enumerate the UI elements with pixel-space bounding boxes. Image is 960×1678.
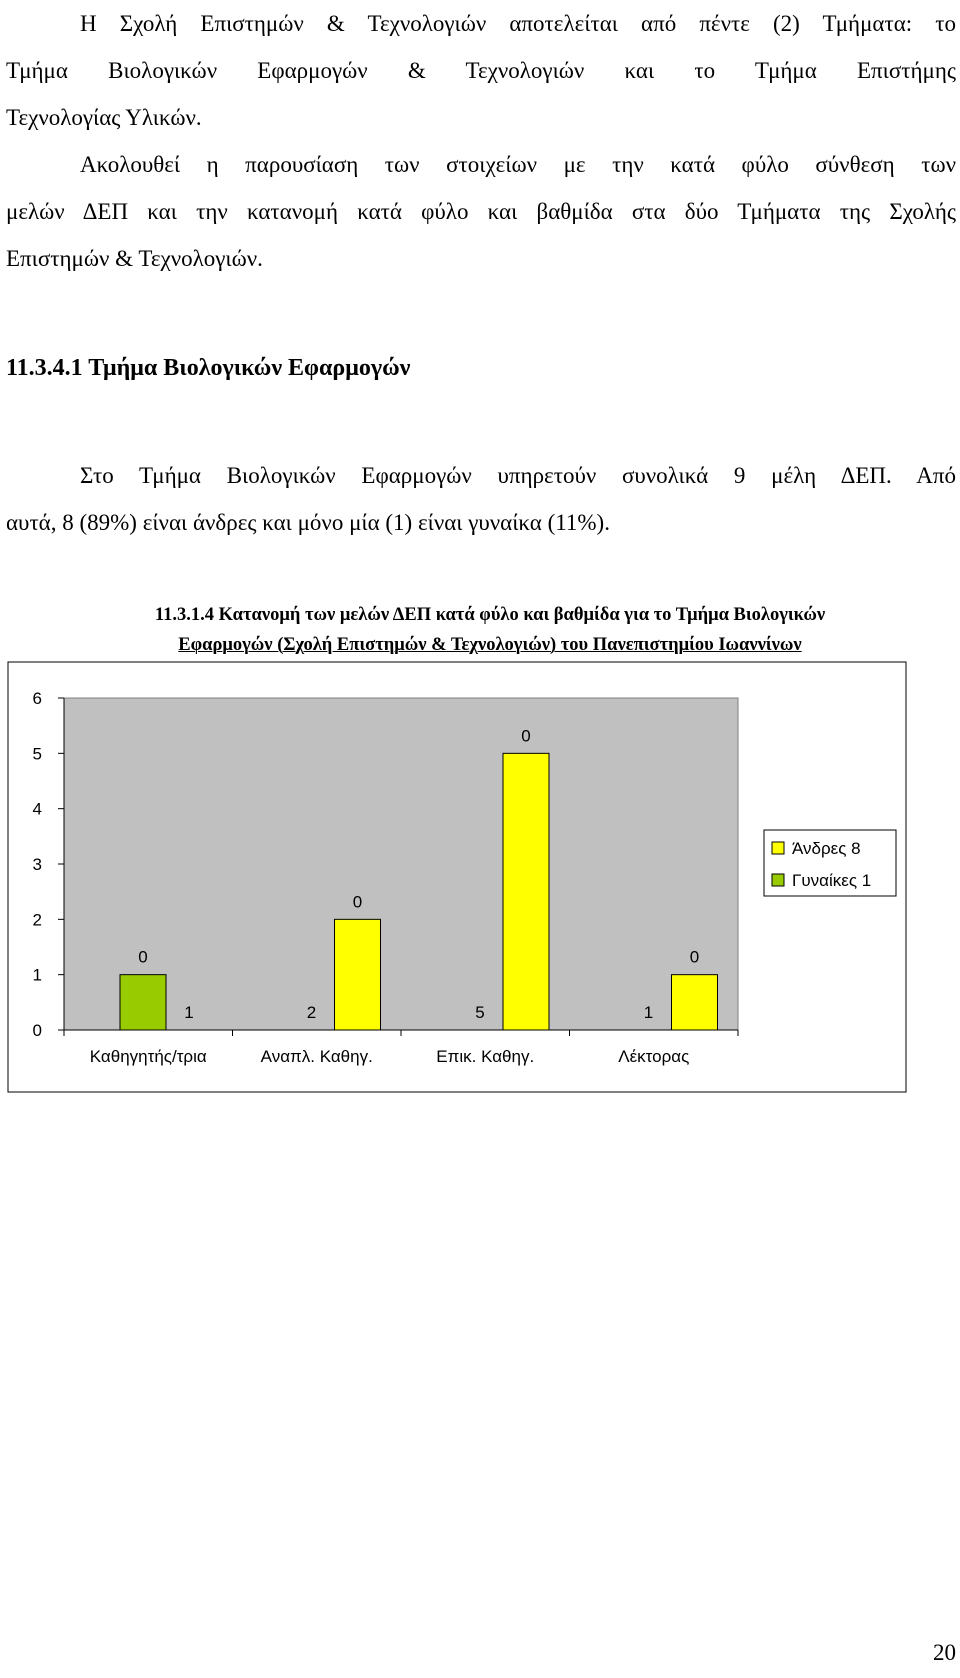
y-tick-label: 1 <box>32 965 42 985</box>
bar <box>120 975 166 1030</box>
data-label: 0 <box>689 947 700 967</box>
x-tick-label: Καθηγητής/τρια <box>89 1047 207 1066</box>
section-paragraph <box>6 452 956 546</box>
intro-line: Τεχνολογίας Υλικών. <box>6 105 202 130</box>
section-heading: 11.3.4.1 Τμήμα Βιολογικών Εφαρμογών <box>6 355 411 381</box>
legend-swatch <box>772 874 784 886</box>
data-label: 1 <box>643 1003 654 1022</box>
intro-line: Τμήμα Βιολογικών Εφαρμογών & Τεχνολογιών και το Τμήμα Επιστήμης <box>6 58 956 83</box>
bar-chart <box>0 660 960 1100</box>
intro-line: μελών ΔΕΠ και την κατανομή κατά φύλο και βαθμίδα στα δύο Τμήματα της Σχολής <box>6 199 956 224</box>
intro-line: Επιστημών & Τεχνολογιών. <box>6 246 263 271</box>
y-tick-label: 3 <box>32 855 42 874</box>
caption-line-2: Εφαρμογών (Σχολή Επιστημών & Τεχνολογιών) του Πανεπιστημίου Ιωαννίνων <box>178 635 802 655</box>
y-tick-label: 6 <box>32 689 42 708</box>
y-tick-label: 2 <box>32 910 42 930</box>
x-tick-label: Επικ. Καθηγ. <box>436 1047 535 1066</box>
intro-paragraph <box>6 0 956 282</box>
y-tick-label: 0 <box>32 1021 42 1040</box>
y-tick-label: 4 <box>32 799 42 819</box>
legend-label: Άνδρες 8 <box>792 839 861 858</box>
section-line: Στο Τμήμα Βιολογικών Εφαρμογών υπηρετούν συνολικά 9 μέλη ΔΕΠ. Από <box>80 463 956 488</box>
legend-label: Γυναίκες 1 <box>792 871 872 890</box>
caption-line-1: 11.3.1.4 Κατανομή των μελών ΔΕΠ κατά φύλο και βαθμίδα για το Τμήμα Βιολογικών <box>154 605 826 625</box>
data-label: 1 <box>184 1003 194 1022</box>
chart-caption <box>60 600 920 660</box>
data-label: 0 <box>352 892 363 912</box>
bar <box>672 975 718 1030</box>
y-tick-label: 5 <box>32 744 42 764</box>
bar <box>335 919 381 1030</box>
data-label: 0 <box>138 947 148 967</box>
x-tick-label: Αναπλ. Καθηγ. <box>260 1047 373 1066</box>
legend-swatch <box>772 842 784 854</box>
data-label: 2 <box>306 1003 317 1022</box>
intro-line: Η Σχολή Επιστημών & Τεχνολογιών αποτελείται από πέντε (2) Τμήματα: το <box>80 11 956 36</box>
x-tick-label: Λέκτορας <box>618 1047 690 1066</box>
page-number: 20 <box>933 1640 956 1665</box>
data-label: 5 <box>475 1003 485 1022</box>
intro-line: Ακολουθεί η παρουσίαση των στοιχείων με την κατά φύλο σύνθεση των <box>80 152 956 177</box>
section-line: αυτά, 8 (89%) είναι άνδρες και μόνο μία (1) είναι γυναίκα (11%). <box>6 510 610 535</box>
bar <box>503 753 549 1030</box>
data-label: 0 <box>521 726 531 746</box>
